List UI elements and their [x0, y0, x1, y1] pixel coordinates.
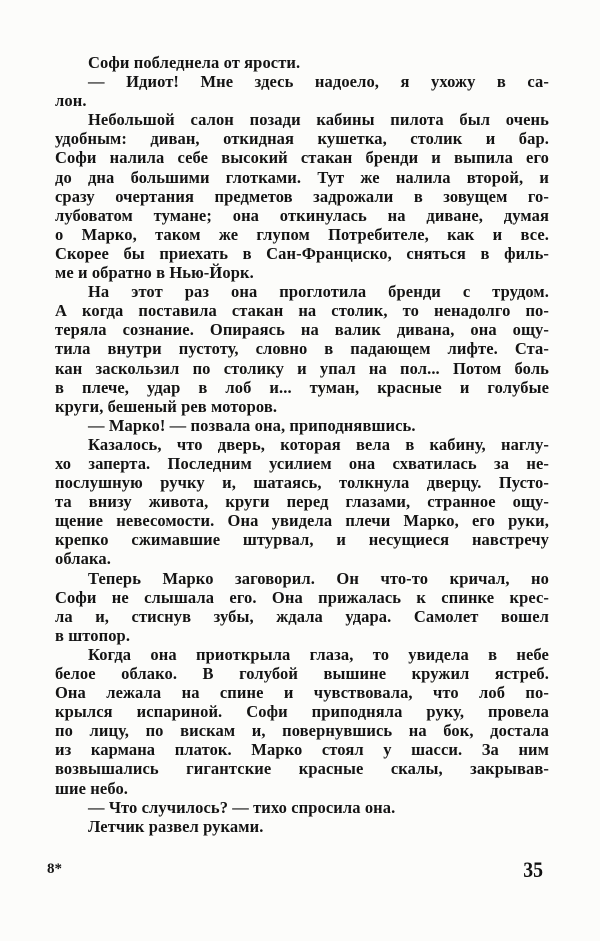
text-line: шие небо.: [55, 778, 129, 798]
text-line: до дна большими глотками. Тут же налила второй, и: [55, 167, 549, 187]
text-line: крылся испариной. Софи приподняла руку, провела: [55, 702, 549, 722]
text-line: Казалось, что дверь, которая вела в кабину, наглу-: [88, 434, 549, 454]
text-line: ме и обратно в Нью-Йорк.: [55, 263, 254, 283]
signature-mark: 8*: [47, 861, 62, 877]
text-line: щение невесомости. Она увидела плечи Марко, его руки,: [55, 511, 549, 531]
text-line: теряла сознание. Опираясь на валик дивана, она ощу-: [55, 320, 549, 340]
text-line: белое облако. В голубой вышине кружил ястреб.: [55, 664, 549, 683]
text-line: Скорее бы приехать в Сан-Франциско, сняться в филь-: [55, 243, 549, 263]
text-line: — Марко! — позвала она, приподнявшись.: [88, 415, 416, 435]
text-line: та внизу живота, круги перед глазами, странное ощу-: [55, 492, 549, 512]
text-line: Она лежала на спине и чувствовала, что лоб по-: [55, 683, 549, 703]
text-line: Теперь Марко заговорил. Он что-то кричал, но: [88, 568, 549, 588]
text-line: Софи побледнела от ярости.: [88, 53, 301, 72]
text-line: хо заперта. Последним усилием она схватилась за не-: [55, 453, 549, 473]
text-line: Софи не слышала его. Она прижалась к спинке крес-: [55, 587, 549, 607]
text-line: возвышались гигантские красные скалы, закрывав-: [55, 759, 549, 779]
text-line: удобным: диван, откидная кушетка, столик и бар.: [55, 129, 549, 149]
text-line: о Марко, таком же глупом Потребителе, как и все.: [55, 224, 549, 244]
text-line: тила внутри пустоту, словно в падающем лифте. Ста-: [55, 339, 549, 359]
text-line: Небольшой салон позади кабины пилота был очень: [88, 110, 549, 130]
text-line: — Идиот! Мне здесь надоело, я ухожу в са-: [88, 72, 549, 92]
text-line: — Что случилось? — тихо спросила она.: [88, 797, 396, 817]
text-line: А когда поставила стакан на столик, то ненадолго по-: [55, 301, 549, 321]
text-block: [55, 53, 549, 836]
text-line: лубоватом тумане; она откинулась на диване, думая: [55, 205, 549, 225]
text-line: лон.: [55, 91, 87, 111]
text-line: круги, бешеный рев моторов.: [55, 396, 278, 416]
text-line: в плече, удар в лоб и... туман, красные и голубые: [55, 377, 549, 397]
text-line: Когда она приоткрыла глаза, то увидела в небе: [88, 644, 549, 664]
text-line: сразу очертания предметов задрожали в зовущем го-: [55, 186, 549, 206]
text-line: послушную ручку и, шатаясь, толкнула дверцу. Пусто-: [55, 473, 549, 493]
text-line: крепко сжимавшие штурвал, и несущиеся навстречу: [55, 530, 549, 550]
text-line: из кармана платок. Марко стоял у шасси. За ним: [55, 740, 549, 760]
text-line: кан заскользил по столику и упал на пол... Потом боль: [55, 358, 549, 378]
page-number: 35: [523, 857, 543, 882]
text-line: Летчик развел руками.: [88, 816, 264, 836]
text-line: облака.: [55, 549, 111, 569]
text-line: ла и, стиснув зубы, ждала удара. Самолет вошел: [55, 606, 549, 626]
text-line: Софи налила себе высокий стакан бренди и выпила его: [55, 148, 549, 168]
text-line: в штопор.: [55, 625, 131, 645]
text-line: по лицу, по вискам и, повернувшись на бок, достала: [55, 721, 549, 741]
text-line: На этот раз она проглотила бренди с трудом.: [88, 282, 549, 302]
